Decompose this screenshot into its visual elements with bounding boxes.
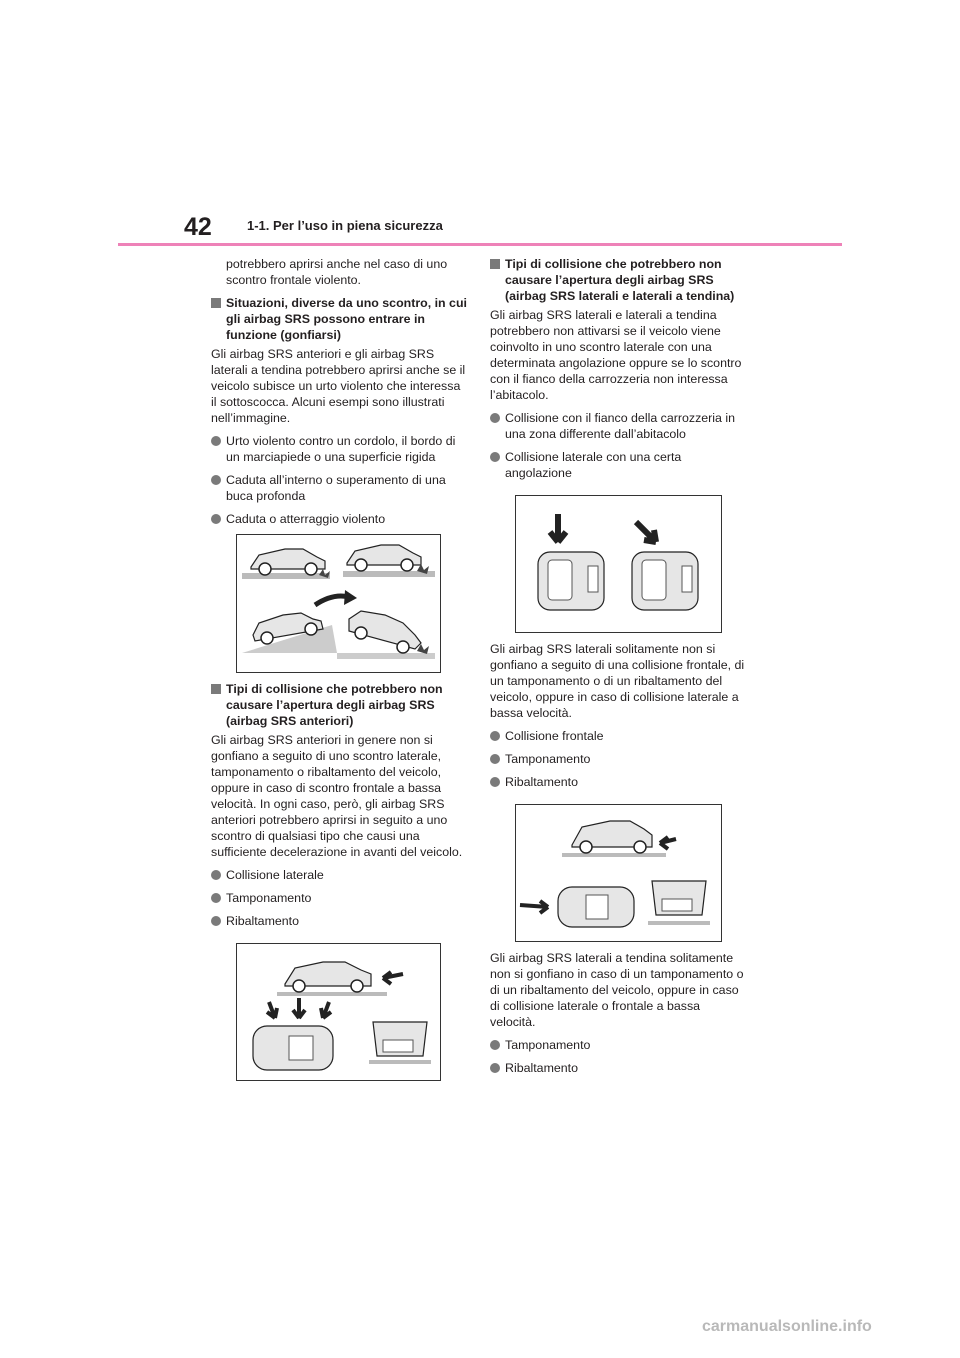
heading-non-collision-deployment: Situazioni, diverse da uno scontro, in cui gli airbag SRS possono entrare in funzione (gonfiarsi) xyxy=(211,295,469,343)
round-bullet-icon xyxy=(211,436,221,446)
right-column xyxy=(490,256,748,1083)
round-bullet-icon xyxy=(490,1040,500,1050)
illustration-front-airbag-collisions xyxy=(236,943,441,1081)
round-bullet-icon xyxy=(490,413,500,423)
paragraph: Gli airbag SRS laterali e laterali a tendina potrebbero non attivarsi se il veicolo viene coinvolto in uno scontro laterale con una determinata angolazione oppure se lo scontro con il fianco della carrozzeria non interessa l’abitacolo. xyxy=(490,308,742,402)
heading-front-airbag-nondeployment: Tipi di collisione che potrebbero non causare l’apertura degli airbag SRS (airbag SRS anteriori) xyxy=(211,681,469,729)
list-item: Collisione frontale xyxy=(490,728,748,744)
continuation-text: potrebbero aprirsi anche nel caso di uno scontro frontale violento. xyxy=(226,257,448,287)
section-title: 1-1. Per l’uso in piena sicurezza xyxy=(247,218,443,233)
list-item: Ribaltamento xyxy=(490,1060,748,1076)
list-item: Collisione con il fianco della carrozzeria in una zona differente dall’abitacolo xyxy=(490,410,748,442)
round-bullet-icon xyxy=(490,1063,500,1073)
round-bullet-icon xyxy=(490,731,500,741)
list-item: Caduta all’interno o superamento di una buca profonda xyxy=(211,472,469,504)
paragraph: Gli airbag SRS laterali solitamente non si gonfiano a seguito di una collisione frontale, di un tamponamento o di un ribaltamento del veicolo, oppure in caso di collisione laterale a bassa velocità. xyxy=(490,642,745,720)
paragraph: Gli airbag SRS anteriori in genere non si gonfiano a seguito di uno scontro laterale, tamponamento o ribaltamento del veicolo, oppure in caso di scontro frontale a bassa velocità. In ogni caso, però, gli airbag SRS anteriori potrebbero aprirsi in seguito a uno scontro di qualsiasi tipo che causi una sufficiente decelerazione in avanti del veicolo. xyxy=(211,733,463,859)
left-column xyxy=(211,256,469,1089)
list-item: Caduta o atterraggio violento xyxy=(211,511,469,527)
list-item: Tamponamento xyxy=(490,751,748,767)
round-bullet-icon xyxy=(211,514,221,524)
page-number: 42 xyxy=(184,213,212,241)
list-item: Urto violento contro un cordolo, il bordo di un marciapiede o una superficie rigida xyxy=(211,433,469,465)
round-bullet-icon xyxy=(211,475,221,485)
illustration-side-angle-collisions xyxy=(515,495,722,633)
paragraph: Gli airbag SRS laterali a tendina solitamente non si gonfiano in caso di un tamponamento o di un ribaltamento del veicolo, oppure in caso di collisione laterale o frontale a bassa velocità. xyxy=(490,951,744,1029)
square-bullet-icon xyxy=(211,684,221,694)
watermark: carmanualsonline.info xyxy=(702,1318,872,1335)
round-bullet-icon xyxy=(211,870,221,880)
square-bullet-icon xyxy=(490,259,500,269)
list-item: Ribaltamento xyxy=(211,913,469,929)
round-bullet-icon xyxy=(490,777,500,787)
list-item: Tamponamento xyxy=(490,1037,748,1053)
illustration-underbody-impacts xyxy=(236,534,441,673)
round-bullet-icon xyxy=(490,452,500,462)
list-item: Tamponamento xyxy=(211,890,469,906)
round-bullet-icon xyxy=(211,916,221,926)
square-bullet-icon xyxy=(211,298,221,308)
round-bullet-icon xyxy=(211,893,221,903)
list-item: Collisione laterale con una certa angolazione xyxy=(490,449,748,481)
round-bullet-icon xyxy=(490,754,500,764)
heading-side-airbag-nondeployment: Tipi di collisione che potrebbero non causare l’apertura degli airbag SRS (airbag SRS laterali e laterali a tendina) xyxy=(490,256,748,304)
list-item: Collisione laterale xyxy=(211,867,469,883)
paragraph: Gli airbag SRS anteriori e gli airbag SRS laterali a tendina potrebbero aprirsi anche se il veicolo subisce un urto violento che interessa il sottoscocca. Alcuni esempi sono illustrati nell’immagine. xyxy=(211,347,466,425)
illustration-side-airbag-collisions xyxy=(515,804,722,942)
header-rule xyxy=(118,243,842,246)
list-item: Ribaltamento xyxy=(490,774,748,790)
